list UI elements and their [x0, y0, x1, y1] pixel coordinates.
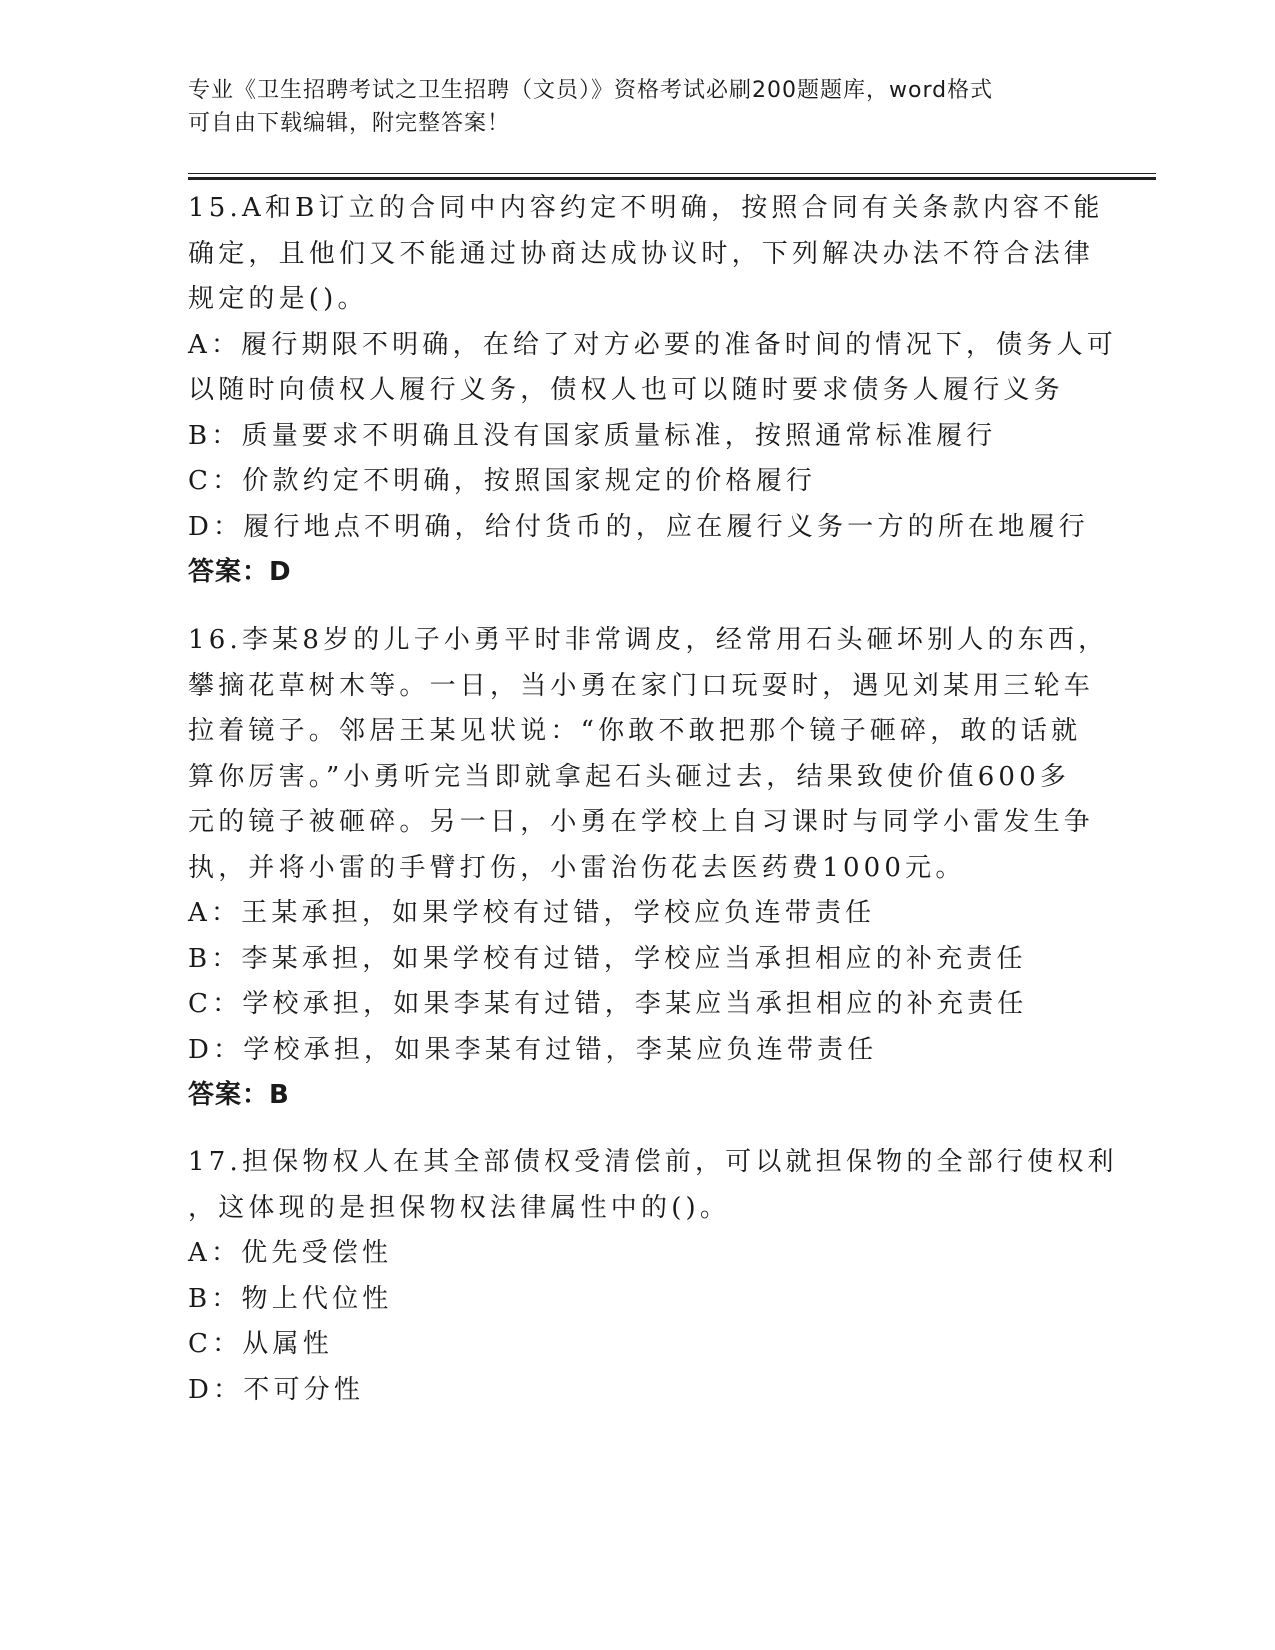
- question-15: [188, 186, 1117, 596]
- question-stem-line: 拉着镜子。邻居王某见状说：“你敢不敢把那个镜子砸碎，敢的话就: [188, 716, 1082, 746]
- document-header: [188, 74, 1088, 140]
- header-line-2: 可自由下载编辑，附完整答案！: [188, 111, 511, 136]
- option-d: D：不可分性: [188, 1374, 365, 1405]
- answer-label: 答案：D: [188, 557, 292, 587]
- question-17: [188, 1140, 1118, 1413]
- option-a: A：履行期限不明确，在给了对方必要的准备时间的情况下，债务人可: [188, 329, 1117, 360]
- question-stem-line: 算你厉害。”小勇听完当即就拿起石头砸过去，结果致使价值600多: [188, 761, 1071, 792]
- option-c: C：从属性: [188, 1329, 333, 1359]
- option-a-continued: 以随时向债权人履行义务，债权人也可以随时要求债务人履行义务: [188, 375, 1064, 405]
- question-stem-line: ，这体现的是担保物权法律属性中的()。: [188, 1192, 731, 1223]
- option-c: C：价款约定不明确，按照国家规定的价格履行: [188, 466, 817, 496]
- option-a: A：王某承担，如果学校有过错，学校应负连带责任: [188, 898, 876, 928]
- option-b: B：物上代位性: [188, 1283, 393, 1314]
- question-stem-line: 15.A和B订立的合同中内容约定不明确，按照合同有关条款内容不能: [188, 193, 1104, 223]
- option-a: A：优先受偿性: [188, 1238, 393, 1268]
- question-stem-line: 元的镜子被砸碎。另一日，小勇在学校上自习课时与同学小雷发生争: [188, 807, 1095, 837]
- header-rule-thick: [188, 177, 1156, 180]
- question-stem-line: 攀摘花草树木等。一日，当小勇在家门口玩耍时，遇见刘某用三轮车: [188, 670, 1095, 701]
- question-stem-line: 执，并将小雷的手臂打伤，小雷治伤花去医药费1000元。: [188, 852, 966, 883]
- option-d: D：履行地点不明确，给付货币的，应在履行义务一方的所在地履行: [188, 511, 1089, 542]
- option-d: D：学校承担，如果李某有过错，李某应负连带责任: [188, 1034, 878, 1065]
- question-stem-line: 规定的是()。: [188, 284, 368, 314]
- option-b: B：质量要求不明确且没有国家质量标准，按照通常标准履行: [188, 420, 997, 451]
- option-c: C：学校承担，如果李某有过错，李某应当承担相应的补充责任: [188, 989, 1028, 1019]
- question-stem-line: 17.担保物权人在其全部债权受清偿前，可以就担保物的全部行使权利: [188, 1147, 1118, 1177]
- header-rule-thin: [188, 173, 1156, 174]
- answer-label: 答案：B: [188, 1080, 290, 1110]
- option-b: B：李某承担，如果学校有过错，学校应当承担相应的补充责任: [188, 943, 1027, 974]
- header-line-1: 专业《卫生招聘考试之卫生招聘（文员）》资格考试必刷200题题库，word格式: [188, 78, 994, 103]
- question-stem-line: 16.李某8岁的儿子小勇平时非常调皮，经常用石头砸坏别人的东西，: [188, 625, 1109, 655]
- question-16: [188, 618, 1109, 1119]
- question-stem-line: 确定，且他们又不能通过协商达成协议时，下列解决办法不符合法律: [188, 238, 1095, 269]
